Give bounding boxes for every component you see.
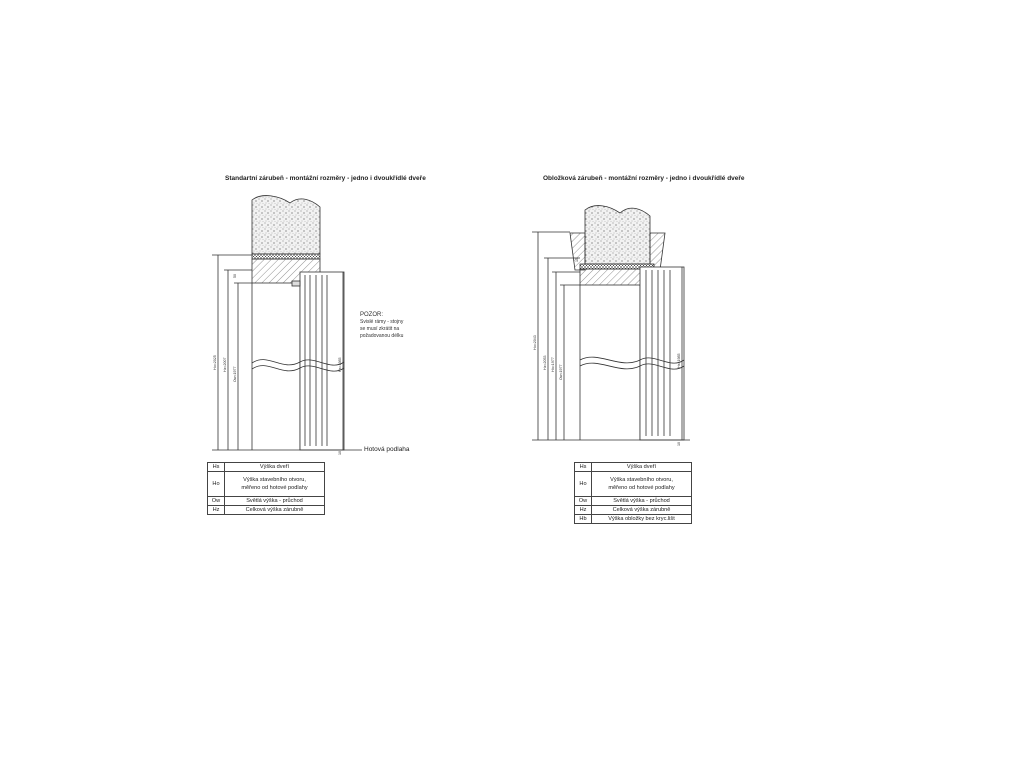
legend-text: Světlá výška - průchod — [592, 497, 692, 506]
legend-code: Hs — [575, 463, 592, 472]
table-row — [575, 506, 692, 515]
table-row — [208, 506, 325, 515]
legend-code: Ho — [208, 472, 225, 497]
dim-10: 10 — [575, 258, 579, 262]
legend-text-line: měřeno od hotové podlahy — [241, 485, 308, 491]
dim-hs: Hs=1985 — [338, 357, 342, 372]
legend-code: Ow — [208, 497, 225, 506]
legend-text: Celková výška zárubně — [592, 506, 692, 515]
right-frame-post — [640, 267, 684, 440]
legend-code: Ho — [575, 472, 592, 497]
dim-ow: Ow=1977 — [233, 366, 237, 382]
note-line: se musí zkrátit na — [360, 326, 400, 332]
legend-text: Světlá výška - průchod — [225, 497, 325, 506]
right-diagram-title: Obložková zárubeň - montážní rozměry - jedno i dvoukřídlé dveře — [543, 175, 745, 182]
left-diagram — [212, 196, 362, 450]
legend-code: Hz — [208, 506, 225, 515]
dim-ho: Ho=2043 — [533, 335, 537, 350]
legend-text: Výška dveří — [592, 463, 692, 472]
dim-hs: Hs=1985 — [677, 353, 681, 368]
legend-text: Výška dveří — [225, 463, 325, 472]
left-mesh-strip — [252, 254, 320, 259]
note-line: Svislé rámy - stojny — [360, 319, 404, 325]
note-line: požadovanou délku — [360, 333, 404, 339]
finished-floor-label: Hotová podlaha — [364, 446, 410, 453]
legend-text: Výška obložky bez kryc.lišt — [592, 515, 692, 524]
legend-text-line: Výška stavebního otvoru, — [243, 477, 306, 483]
left-wall-block — [252, 196, 320, 254]
table-row — [575, 472, 692, 497]
legend-text — [592, 472, 692, 497]
left-diagram-title: Standartní zárubeň - montážní rozměry - jedno i dvoukřídlé dveře — [225, 175, 426, 182]
dim-hz: Hz=2007 — [223, 357, 227, 372]
legend-code: Ow — [575, 497, 592, 506]
right-diagram — [532, 206, 690, 440]
legend-text: Celková výška zárubně — [225, 506, 325, 515]
table-row — [208, 497, 325, 506]
right-wall-block — [585, 206, 650, 264]
legend-code: Hb — [575, 515, 592, 524]
right-legend-table — [574, 462, 692, 524]
dim-hz: Hz=2053 — [543, 355, 547, 370]
left-legend-table — [207, 462, 325, 515]
legend-code: Hz — [575, 506, 592, 515]
dim-ho: Ho=2025 — [213, 355, 217, 370]
legend-text-line: Výška stavebního otvoru, — [610, 477, 673, 483]
legend-code: Hs — [208, 463, 225, 472]
table-row — [575, 497, 692, 506]
dim-ow: Ow=1977 — [559, 364, 563, 380]
dim-50: 50 — [233, 274, 237, 278]
table-row — [208, 472, 325, 497]
legend-text — [225, 472, 325, 497]
table-row — [575, 515, 692, 524]
note-heading: POZOR: — [360, 312, 384, 318]
dim-10: 10 — [338, 451, 342, 455]
dim-10: 10 — [677, 442, 681, 446]
table-row — [208, 463, 325, 472]
dim-hb: Hb=1977 — [551, 357, 555, 372]
table-row — [575, 463, 692, 472]
legend-text-line: měřeno od hotové podlahy — [608, 485, 675, 491]
